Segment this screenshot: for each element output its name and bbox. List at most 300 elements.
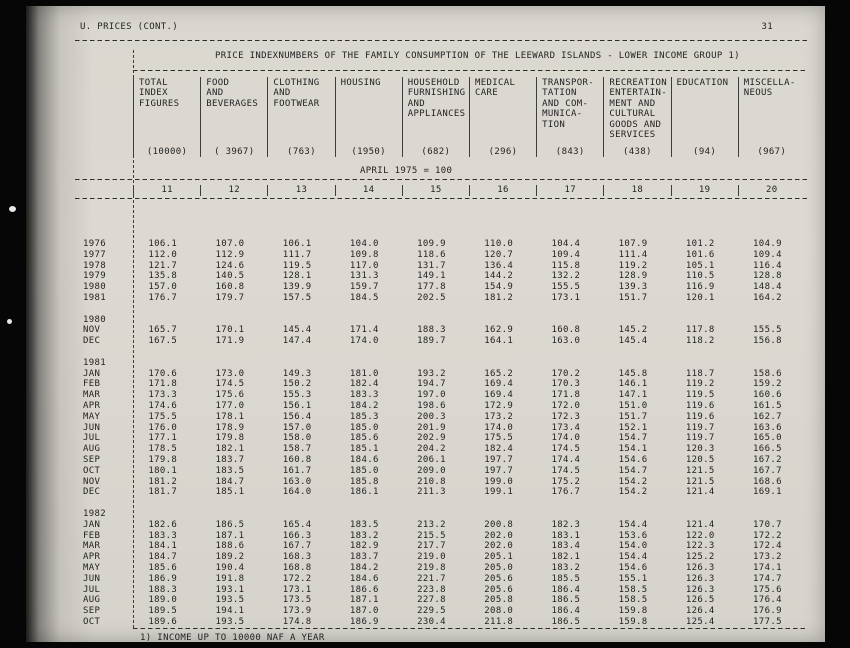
value-cell: 110.5 [685,271,715,282]
column-header: MISCELLA- NEOUS [738,77,805,147]
value-cell [738,347,805,358]
value-cell: 205.0 [484,562,514,573]
value-cell: 119.5 [685,390,715,401]
column-weight: (843) [536,147,603,157]
value-cell: 184.7 [215,476,245,487]
value-cell: 182.4 [484,444,514,455]
row-label: MAY [83,562,101,573]
value-cell: 188.3 [417,325,446,336]
value-cell: 172.2 [282,573,312,584]
value-cell [267,498,334,509]
row-label: 1976 [83,239,107,249]
value-cell [402,304,469,315]
column-header: FOOD AND BEVERAGES [200,77,267,147]
table-row [75,315,807,326]
value-cell: 101.6 [685,249,715,260]
value-cell [738,304,805,315]
value-cell [469,358,536,369]
value-cell: 135.8 [148,271,178,282]
row-label: DEC [83,336,101,347]
value-cell: 177.5 [753,616,782,627]
value-cell: 183.4 [551,541,581,552]
value-cell: 184.6 [349,573,379,584]
value-cell: 205.8 [484,595,514,606]
value-cell: 186.4 [551,606,581,617]
value-cell: 104.4 [551,239,581,249]
value-cell: 184.1 [148,541,178,552]
value-cell: 116.9 [685,282,715,293]
row-label: FEB [83,530,101,541]
value-cell: 163.6 [753,422,782,433]
value-cell [267,358,334,369]
value-cell [133,358,200,369]
value-cell: 175.5 [484,433,514,444]
value-cell: 175.6 [215,390,245,401]
value-cell: 154.1 [618,444,648,455]
value-cell [200,304,267,315]
table-row [75,304,807,315]
value-cell: 183.1 [551,530,581,541]
value-cell [469,347,536,358]
value-cell: 162.9 [484,325,514,336]
value-cell: 176.7 [148,292,178,303]
value-cell [536,498,603,509]
value-cell: 139.9 [282,282,312,293]
table-row [75,423,807,434]
column-number: 16 [469,185,536,196]
value-cell [469,509,536,520]
row-label: JUN [83,422,101,433]
value-cell: 215.5 [417,530,446,541]
table-row [75,239,807,250]
value-cell: 160.8 [215,282,245,293]
value-cell: 186.6 [349,584,379,595]
value-cell: 121.4 [685,487,715,498]
value-cell: 116.4 [753,260,782,271]
value-cell: 173.2 [484,411,514,422]
table-row [75,412,807,423]
column-header: HOUSEHOLD FURNISHING AND APPLIANCES [402,77,469,147]
value-cell: 219.0 [417,552,446,563]
value-cell [335,304,402,315]
value-cell: 156.8 [753,336,782,347]
value-cell: 149.3 [282,368,312,379]
value-cell: 149.1 [417,271,446,282]
value-cell: 175.6 [753,584,782,595]
value-cell: 185.6 [349,433,379,444]
value-cell [133,498,200,509]
value-cell: 172.4 [753,541,782,552]
value-cell: 184.7 [148,552,178,563]
value-cell: 209.0 [417,465,446,476]
row-label: NOV [83,476,101,487]
row-label: SEP [83,606,101,617]
value-cell: 183.3 [349,390,379,401]
value-cell: 185.5 [551,573,581,584]
value-cell: 173.3 [148,390,178,401]
value-cell: 223.8 [417,584,446,595]
column-header: HOUSING [335,77,402,147]
value-cell: 144.2 [484,271,514,282]
value-cell: 174.1 [753,562,782,573]
row-label: 1982 [83,508,107,519]
value-cell: 171.9 [215,336,245,347]
value-cell: 151.7 [618,411,648,422]
table-row [75,250,807,261]
table-row [75,466,807,477]
value-cell [402,498,469,509]
value-cell: 139.3 [618,282,648,293]
value-cell: 185.6 [148,562,178,573]
value-cell: 184.2 [349,400,379,411]
table-row [75,293,807,304]
value-cell: 154.7 [618,465,648,476]
value-cell: 151.0 [618,400,648,411]
table-row [75,574,807,585]
value-cell: 122.0 [685,530,715,541]
value-cell [335,358,402,369]
dashed-rule [133,70,807,71]
value-cell [738,358,805,369]
value-cell [536,347,603,358]
value-cell [603,358,670,369]
value-cell [267,347,334,358]
value-cell: 169.4 [484,390,514,401]
table-row [75,444,807,455]
value-cell: 150.2 [282,379,312,390]
value-cell: 179.7 [215,292,245,303]
value-cell: 217.7 [417,541,446,552]
column-header: EDUCATION [671,77,738,147]
value-cell [469,304,536,315]
value-cell: 112.9 [215,249,245,260]
value-cell [603,498,670,509]
row-label: JAN [83,519,101,530]
value-cell: 227.8 [417,595,446,606]
row-label: DEC [83,487,101,498]
table-row [75,606,807,617]
value-cell: 164.0 [282,487,312,498]
table-row [75,585,807,596]
value-cell: 186.5 [215,519,245,530]
value-cell: 169.1 [753,487,782,498]
table-row [75,541,807,552]
value-cell: 107.0 [215,239,245,249]
row-label: OCT [83,465,101,476]
column-weight: (967) [738,147,805,157]
value-cell: 181.2 [484,292,514,303]
value-cell: 152.1 [618,422,648,433]
row-label: MAR [83,390,101,401]
value-cell: 221.7 [417,573,446,584]
row-label: NOV [83,325,101,336]
value-cell: 193.1 [215,584,245,595]
value-cell: 171.8 [551,390,581,401]
value-cell: 110.0 [484,239,514,249]
value-cell: 159.2 [753,379,782,390]
value-cell: 159.8 [618,606,648,617]
value-cell: 168.3 [282,552,312,563]
value-cell: 170.2 [551,368,581,379]
value-cell [200,509,267,520]
value-cell: 178.1 [215,411,245,422]
value-cell: 106.1 [282,239,312,249]
value-cell: 182.3 [551,519,581,530]
value-cell: 189.0 [148,595,178,606]
value-cell: 187.0 [349,606,379,617]
value-cell: 154.2 [618,487,648,498]
value-cell: 186.9 [349,616,379,627]
value-cell: 186.5 [551,595,581,606]
value-cell: 165.0 [753,433,782,444]
table-row [75,347,807,358]
value-cell: 154.6 [618,454,648,465]
value-cell [671,304,738,315]
value-cell: 173.9 [282,606,312,617]
table-row [75,595,807,606]
value-cell: 155.1 [618,573,648,584]
table-row [75,455,807,466]
value-cell: 104.9 [753,239,782,249]
column-number: 11 [133,185,200,196]
value-cell: 158.7 [282,444,312,455]
value-cell: 189.6 [148,616,178,627]
value-cell: 172.3 [551,411,581,422]
value-cell: 118.7 [685,368,715,379]
column-number: 12 [200,185,267,196]
column-header: TRANSPOR- TATION AND COM- MUNICA- TION [536,77,603,147]
scan-artifact [7,319,12,324]
value-cell: 168.6 [753,476,782,487]
dashed-rule [75,40,807,41]
value-cell [335,509,402,520]
row-label: APR [83,400,101,411]
value-cell: 158.5 [618,595,648,606]
value-cell: 189.7 [417,336,446,347]
table-row [75,477,807,488]
value-cell: 173.5 [282,595,312,606]
value-cell: 174.0 [551,433,581,444]
value-cell: 158.5 [618,584,648,595]
value-cell: 188.6 [215,541,245,552]
value-cell: 183.2 [551,562,581,573]
value-cell: 101.2 [685,239,715,249]
value-cell: 194.7 [417,379,446,390]
value-cell: 169.4 [484,379,514,390]
value-cell: 200.3 [417,411,446,422]
value-cell: 175.2 [551,476,581,487]
table-row [75,282,807,293]
value-cell: 230.4 [417,616,446,627]
value-cell: 184.2 [349,562,379,573]
value-cell: 173.1 [551,292,581,303]
value-cell: 128.9 [618,271,648,282]
value-cell: 147.4 [282,336,312,347]
value-cell: 172.2 [753,530,782,541]
value-cell: 202.0 [484,530,514,541]
value-cell: 174.0 [484,422,514,433]
value-cell [200,498,267,509]
value-cell: 166.5 [753,444,782,455]
table-row [75,369,807,380]
value-cell: 107.9 [618,239,648,249]
value-cell: 177.8 [417,282,446,293]
value-cell: 202.9 [417,433,446,444]
value-cell: 183.7 [215,454,245,465]
value-cell: 186.5 [551,616,581,627]
value-cell: 182.9 [349,541,379,552]
value-cell: 155.3 [282,390,312,401]
value-cell: 154.7 [618,433,648,444]
value-cell: 170.3 [551,379,581,390]
value-cell: 202.5 [417,292,446,303]
value-cell: 173.2 [753,552,782,563]
value-cell: 161.5 [753,400,782,411]
value-cell: 120.1 [685,292,715,303]
value-cell: 145.4 [618,336,648,347]
value-cell [200,358,267,369]
value-cell: 121.4 [685,519,715,530]
value-cell: 126.3 [685,562,715,573]
value-cell [200,315,267,326]
value-cell: 181.2 [148,476,178,487]
value-cell [671,509,738,520]
value-cell: 191.8 [215,573,245,584]
value-cell [603,304,670,315]
table-row [75,509,807,520]
row-label: 1977 [83,249,107,260]
column-number: 17 [536,185,603,196]
value-cell: 140.5 [215,271,245,282]
value-cell: 155.5 [551,282,581,293]
value-cell: 179.8 [215,433,245,444]
column-header: MEDICAL CARE [469,77,536,147]
value-cell: 118.2 [685,336,715,347]
row-label: FEB [83,379,101,390]
value-cell: 119.5 [282,260,312,271]
value-cell: 229.5 [417,606,446,617]
value-cell: 163.0 [282,476,312,487]
table-column-numbers [75,185,807,196]
value-cell [671,358,738,369]
value-cell: 154.6 [618,562,648,573]
value-cell: 172.9 [484,400,514,411]
value-cell: 177.1 [148,433,178,444]
value-cell: 128.8 [753,271,782,282]
value-cell: 120.5 [685,454,715,465]
value-cell: 151.7 [618,292,648,303]
value-cell: 136.4 [484,260,514,271]
column-number: 19 [671,185,738,196]
value-cell: 160.8 [282,454,312,465]
section-header: U. PRICES (CONT.) [80,22,179,32]
row-label: JAN [83,368,101,379]
value-cell: 184.6 [349,454,379,465]
value-cell: 157.5 [282,292,312,303]
value-cell: 174.7 [753,573,782,584]
value-cell: 187.1 [349,595,379,606]
value-cell: 126.3 [685,584,715,595]
table-row [75,531,807,542]
column-number: 13 [267,185,334,196]
table-body [75,199,807,628]
row-label: JUL [83,584,101,595]
row-label: 1980 [83,314,107,325]
value-cell: 111.7 [282,249,312,260]
row-label: 1979 [83,271,107,282]
row-label: 1978 [83,260,107,271]
value-cell: 118.6 [417,249,446,260]
value-cell [402,509,469,520]
value-cell: 208.0 [484,606,514,617]
footnote: 1) INCOME UP TO 10000 NAF A YEAR [140,632,325,643]
value-cell: 105.1 [685,260,715,271]
column-header: TOTAL INDEX FIGURES [133,77,200,147]
value-cell: 199.1 [484,487,514,498]
header-spacer [75,77,133,147]
value-cell: 106.1 [148,239,178,249]
value-cell: 131.3 [349,271,379,282]
value-cell: 146.1 [618,379,648,390]
value-cell: 199.0 [484,476,514,487]
column-weight: (682) [402,147,469,157]
table-row [75,520,807,531]
value-cell: 158.0 [282,433,312,444]
value-cell: 167.7 [753,465,782,476]
value-cell [671,347,738,358]
table-row [75,325,807,336]
column-number: 20 [738,185,805,196]
row-label: JUL [83,433,101,444]
value-cell [133,304,200,315]
value-cell [133,509,200,520]
value-cell: 183.2 [349,530,379,541]
value-cell: 115.8 [551,260,581,271]
page-number: 31 [761,22,773,32]
row-label: 1981 [83,292,107,303]
value-cell: 124.6 [215,260,245,271]
value-cell: 186.1 [349,487,379,498]
column-weight: ( 3967) [200,147,267,157]
value-cell: 173.0 [215,368,245,379]
value-cell: 201.9 [417,422,446,433]
value-cell: 190.4 [215,562,245,573]
value-cell: 165.4 [282,519,312,530]
value-cell: 170.1 [215,325,245,336]
value-cell: 161.7 [282,465,312,476]
value-cell: 173.4 [551,422,581,433]
row-label: 1980 [83,282,107,293]
value-cell: 219.8 [417,562,446,573]
value-cell: 185.0 [349,422,379,433]
value-cell: 176.4 [753,595,782,606]
value-cell: 174.8 [282,616,312,627]
value-cell: 104.0 [349,239,379,249]
value-cell: 204.2 [417,444,446,455]
value-cell [133,347,200,358]
value-cell: 160.8 [551,325,581,336]
column-weight: (763) [267,147,334,157]
value-cell: 177.0 [215,400,245,411]
value-cell: 184.5 [349,292,379,303]
table-row [75,358,807,369]
header-spacer [75,147,133,157]
value-cell: 200.8 [484,519,514,530]
value-cell: 154.2 [618,476,648,487]
value-cell: 186.4 [551,584,581,595]
value-cell: 125.4 [685,616,715,627]
value-cell: 120.7 [484,249,514,260]
